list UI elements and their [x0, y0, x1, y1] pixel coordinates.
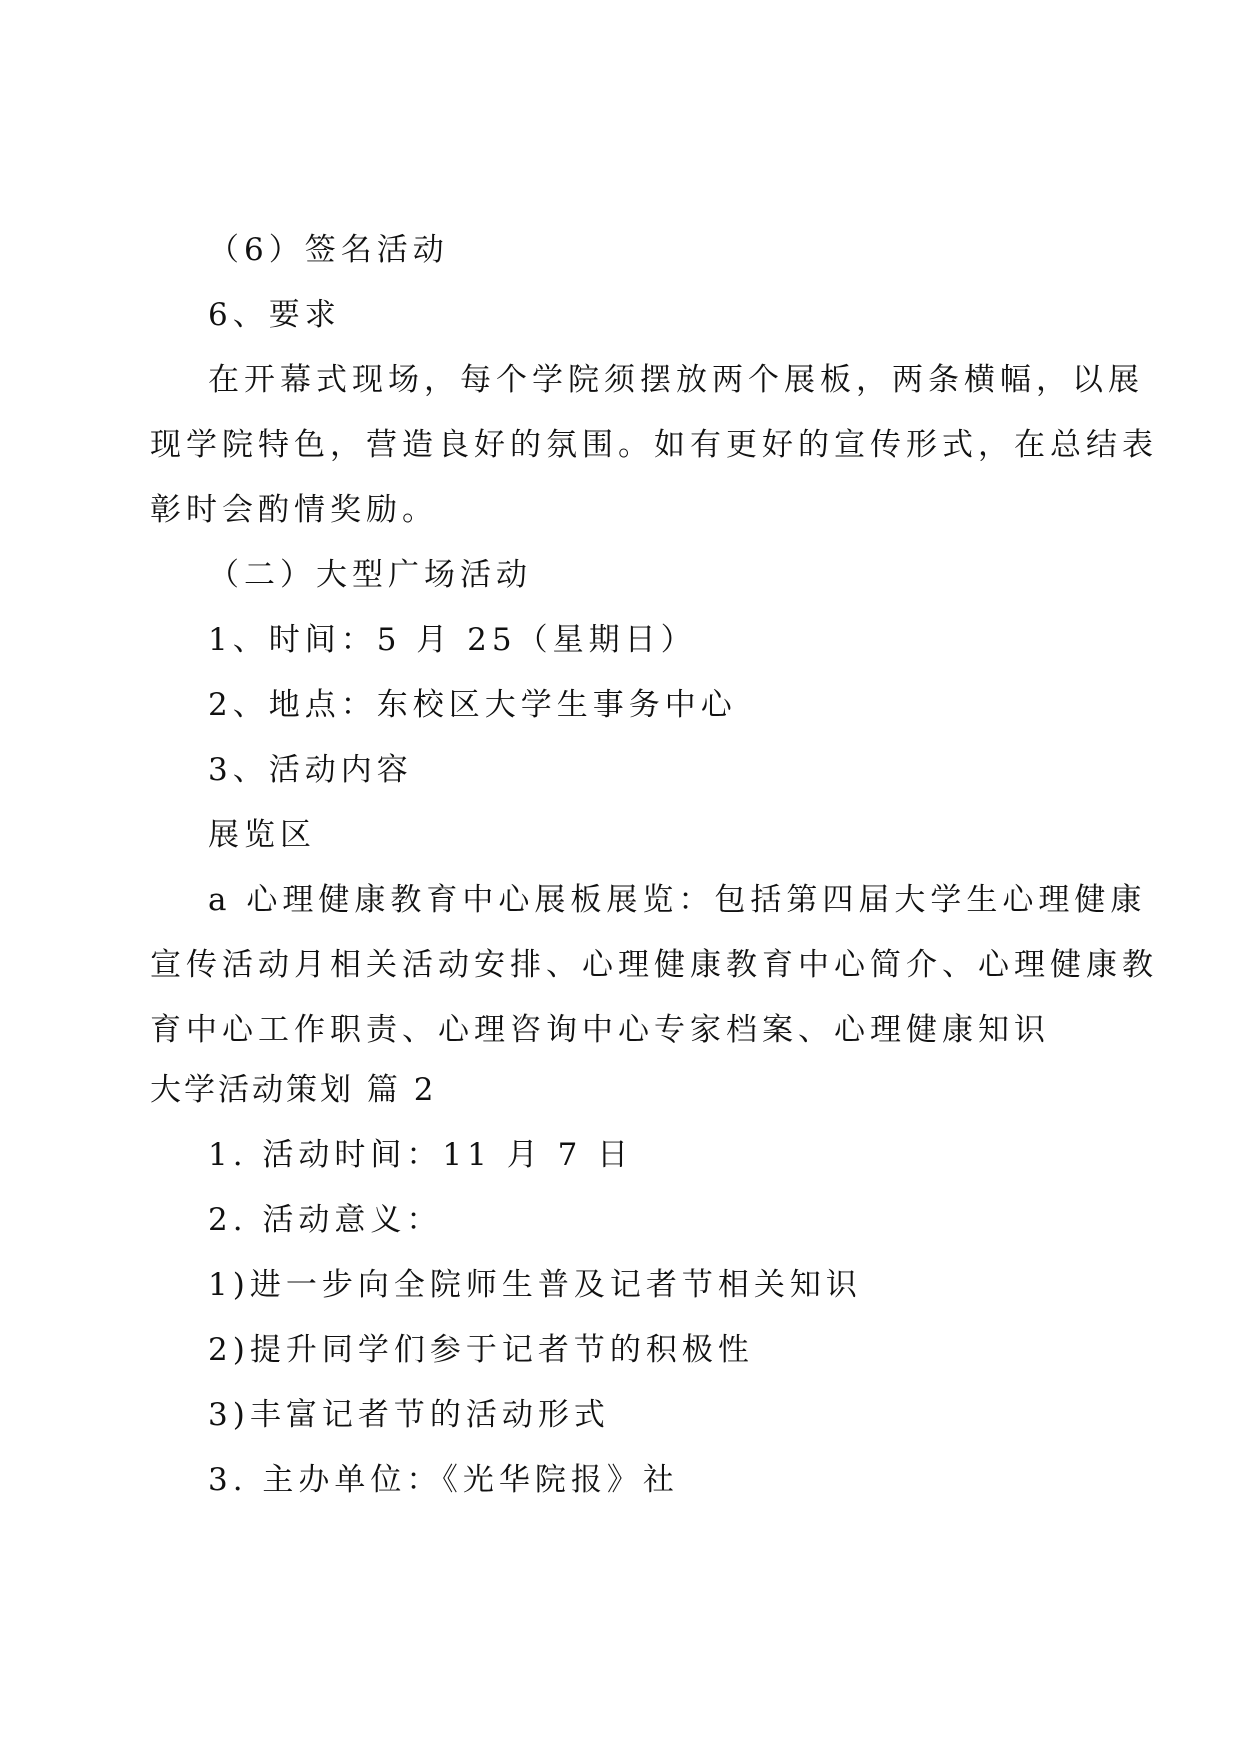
line-text: 展览区	[208, 817, 316, 853]
line-text: 3. 主办单位：《光华院报》社	[208, 1462, 679, 1498]
line-text: （二）大型广场活动	[208, 557, 532, 593]
line-text: 1)进一步向全院师生普及记者节相关知识	[208, 1267, 862, 1303]
line-text: 在开幕式现场，每个学院须摆放两个展板，两条横幅，以展	[208, 362, 1144, 398]
line-text: a 心理健康教育中心展板展览：包括第四届大学生心理健康	[208, 882, 1147, 918]
line-text: 大学活动策划 篇 2	[150, 1072, 437, 1108]
line-text: 2、地点：东校区大学生事务中心	[208, 687, 737, 723]
line-text: 现学院特色，营造良好的氛围。如有更好的宣传形式，在总结表	[150, 427, 1158, 463]
line-text: （6）签名活动	[208, 232, 449, 268]
line-text: 3、活动内容	[208, 752, 413, 788]
line-text: 2. 活动意义：	[208, 1202, 443, 1238]
line-text: 1. 活动时间：11 月 7 日	[208, 1137, 634, 1173]
line-text: 2)提升同学们参于记者节的积极性	[208, 1332, 754, 1368]
line-text: 6、要求	[208, 297, 341, 333]
line-text: 彰时会酌情奖励。	[150, 492, 438, 528]
line-text: 宣传活动月相关活动安排、心理健康教育中心简介、心理健康教	[150, 947, 1158, 983]
line-text: 3)丰富记者节的活动形式	[208, 1397, 610, 1433]
line-text: 育中心工作职责、心理咨询中心专家档案、心理健康知识	[150, 1012, 1050, 1048]
line-text: 1、时间：5 月 25（星期日）	[208, 622, 697, 658]
